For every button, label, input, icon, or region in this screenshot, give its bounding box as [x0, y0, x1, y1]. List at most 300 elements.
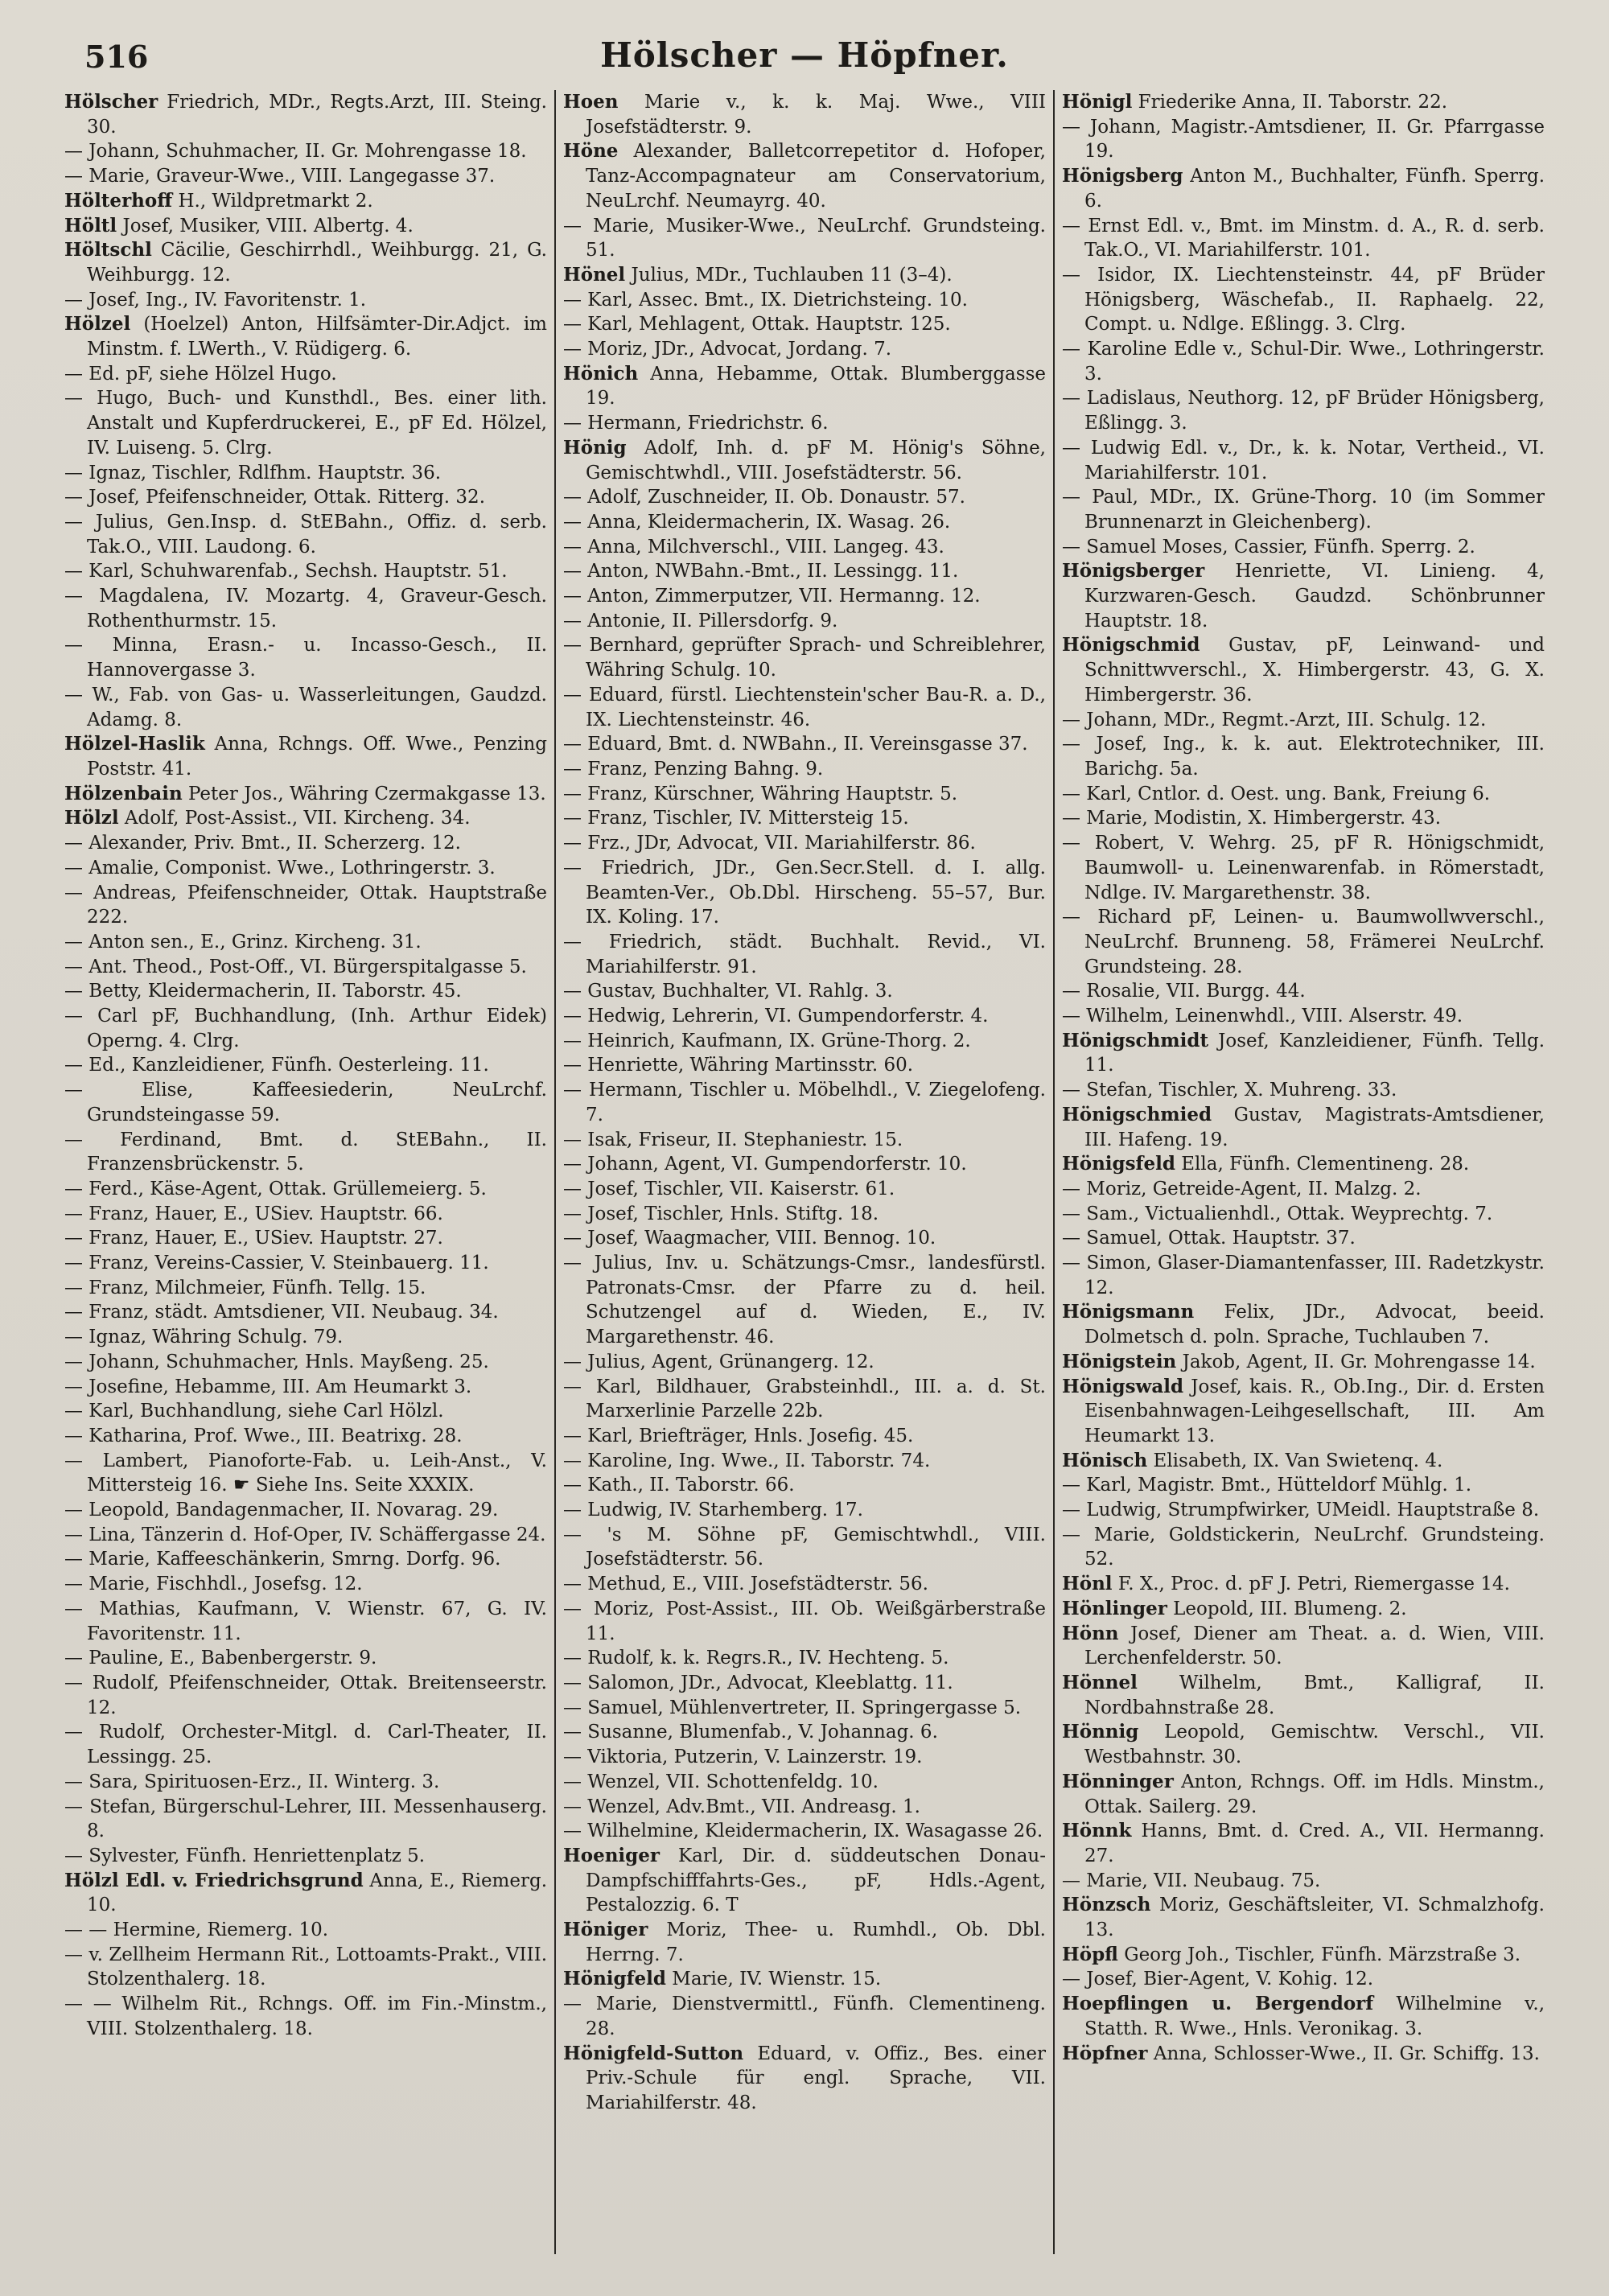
directory-entry	[563, 362, 1046, 411]
entry-text: H., Wildpretmarkt 2.	[172, 190, 373, 212]
directory-entry	[563, 1720, 1046, 1745]
entry-text: — Paul, MDr., IX. Grüne-Thorg. 10 (im Sommer Brunnenarzt in Gleichenberg).	[1062, 487, 1545, 533]
entry-surname: Hönigfeld	[563, 1968, 666, 1990]
directory-entry	[1062, 90, 1545, 115]
entry-surname: Hönigsberger	[1062, 560, 1205, 582]
entry-text: Felix, JDr., Advocat, beeid. Dolmetsch d. poln. Sprache, Tuchlauben 7.	[1084, 1302, 1545, 1348]
entry-text: Josef, Kanzleidiener, Fünfh. Tellg. 11.	[1084, 1030, 1545, 1076]
directory-entry	[1062, 115, 1545, 164]
directory-entry	[64, 1943, 547, 1992]
directory-entry	[1062, 1720, 1545, 1769]
entry-surname: Hölzenbain	[64, 782, 183, 804]
entry-text: — Julius, Agent, Grünangerg. 12.	[563, 1351, 874, 1372]
entry-text: — Samuel, Mühlenvertreter, II. Springergasse 5.	[563, 1697, 1022, 1718]
entry-text: — Ferdinand, Bmt. d. StEBahn., II. Franzensbrückenstr. 5.	[64, 1129, 547, 1175]
directory-entry	[563, 633, 1046, 682]
entry-text: Josef, Diener am Theat. a. d. Wien, VIII. Lerchenfelderstr. 50.	[1084, 1623, 1545, 1669]
directory-entry	[64, 386, 547, 460]
directory-entry	[64, 1498, 547, 1523]
entry-text: Anna, Rchngs. Off. Wwe., Penzing Poststr. 41.	[87, 734, 547, 780]
entry-text: — Marie, Dienstvermittl., Fünfh. Clementineng. 28.	[563, 1994, 1046, 2039]
directory-entry	[1062, 708, 1545, 733]
directory-entry	[64, 1523, 547, 1548]
directory-entry	[64, 831, 547, 856]
entry-text: — Karl, Mehlagent, Ottak. Hauptstr. 125.	[563, 314, 951, 335]
entry-text: — Carl pF, Buchhandlung, (Inh. Arthur Eidek) Operng. 4. Clrg.	[64, 1006, 547, 1051]
entry-text: — Bernhard, geprüfter Sprach- und Schreiblehrer, Währing Schulg. 10.	[563, 635, 1046, 681]
entry-text: Peter Jos., Währing Czermakgasse 13.	[182, 783, 546, 804]
entry-text: — Rosalie, VII. Burgg. 44.	[1062, 981, 1306, 1002]
entry-text: Wilhelm, Bmt., Kalligraf, II. Nordbahnstraße 28.	[1084, 1673, 1545, 1718]
directory-entry	[563, 1918, 1046, 1967]
entry-text: — Franz, Kürschner, Währing Hauptstr. 5.	[563, 783, 958, 804]
entry-text: — Robert, V. Wehrg. 25, pF R. Hönigschmidt, Baumwoll- u. Leinenwarenfab. in Römerstadt, Ndlge. IV. Margarethenstr. 38.	[1062, 833, 1545, 903]
directory-entry	[563, 1424, 1046, 1449]
entry-text: Moriz, Geschäftsleiter, VI. Schmalzhofg. 13.	[1084, 1895, 1545, 1941]
directory-entry	[1062, 806, 1545, 831]
entry-surname: Höne	[563, 140, 619, 163]
directory-entry	[563, 1967, 1046, 1992]
entry-text: — v. Zellheim Hermann Rit., Lottoamts-Prakt., VIII. Stolzenthalerg. 18.	[64, 1944, 547, 1990]
directory-entry	[563, 1597, 1046, 1646]
directory-entry	[1062, 1572, 1545, 1597]
directory-entry	[563, 1177, 1046, 1202]
directory-entry	[563, 1202, 1046, 1227]
directory-entry	[563, 288, 1046, 313]
entry-text: — Wilhelmine, Kleidermacherin, IX. Wasagasse 26.	[563, 1821, 1043, 1842]
entry-surname: Hönigswald	[1062, 1375, 1184, 1397]
entry-surname: Hönnig	[1062, 1721, 1139, 1743]
entry-text: — Isidor, IX. Liechtensteinstr. 44, pF Brüder Hönigsberg, Wäschefab., II. Raphaelg. 22, Compt. u. Ndlge. Eßlingg. 3. Clrg.	[1062, 264, 1545, 335]
directory-entry	[1062, 1473, 1545, 1498]
entry-text: — Marie, VII. Neubaug. 75.	[1062, 1870, 1321, 1891]
entry-text: — Richard pF, Leinen- u. Baumwollwverschl., NeuLrchf. Brunneng. 58, Främerei NeuLrchf. Grundsteing. 28.	[1062, 907, 1545, 977]
directory-entry	[64, 164, 547, 189]
entry-text: — Karl, Buchhandlung, siehe Carl Hölzl.	[64, 1401, 444, 1422]
column-divider	[1053, 90, 1055, 2254]
directory-entry	[64, 312, 547, 361]
entry-text: — Lambert, Pianoforte-Fab. u. Leih-Anst., V. Mittersteig 16. ☛ Siehe Ins. Seite XXXIX.	[64, 1450, 547, 1496]
directory-entry	[1062, 979, 1545, 1004]
directory-entry	[64, 1844, 547, 1869]
entry-text: — Amalie, Componist. Wwe., Lothringerstr. 3.	[64, 857, 496, 878]
entry-text: — Marie, Graveur-Wwe., VIII. Langegasse 37.	[64, 166, 496, 187]
entry-surname: Hölzl	[64, 807, 119, 829]
entry-text: — Heinrich, Kaufmann, IX. Grüne-Thorg. 2.	[563, 1030, 971, 1051]
entry-surname: Hönninger	[1062, 1770, 1174, 1792]
entry-surname: Hönn	[1062, 1622, 1119, 1644]
entry-surname: Hönzsch	[1062, 1894, 1151, 1916]
directory-entry	[64, 214, 547, 239]
entry-text: — Anna, Kleidermacherin, IX. Wasag. 26.	[563, 511, 951, 533]
directory-entry	[1062, 633, 1545, 707]
directory-entry	[1062, 1523, 1545, 1572]
entry-text: — Stefan, Bürgerschul-Lehrer, III. Messenhauserg. 8.	[64, 1796, 547, 1842]
directory-entry	[563, 1671, 1046, 1696]
entry-text: Josef, Musiker, VIII. Albertg. 4.	[117, 215, 414, 237]
directory-entry	[1062, 1597, 1545, 1622]
entry-text: — Antonie, II. Pillersdorfg. 9.	[563, 610, 838, 632]
entry-text: Gustav, pF, Leinwand- und Schnittwverschl., X. Himbergerstr. 43, G. X. Himbergerstr. 36.	[1084, 635, 1545, 706]
directory-entry	[1062, 1350, 1545, 1375]
directory-entry	[563, 90, 1046, 139]
entry-surname: Hoeniger	[563, 1844, 660, 1866]
entry-text: — Ernst Edl. v., Bmt. im Minstm. d. A., R. d. serb. Tak.O., VI. Mariahilferstr. 101.	[1062, 215, 1545, 261]
directory-column-1	[64, 90, 547, 2262]
directory-entry	[1062, 782, 1545, 807]
entry-surname: Hönel	[563, 263, 626, 286]
directory-entry	[64, 732, 547, 781]
directory-entry	[1062, 214, 1545, 263]
entry-text: — Elise, Kaffeesiederin, NeuLrchf. Grundsteingasse 59.	[64, 1080, 547, 1125]
entry-surname: Hönigl	[1062, 91, 1133, 113]
directory-entry	[1062, 1622, 1545, 1671]
directory-entry	[563, 979, 1046, 1004]
entry-text: — Josef, Pfeifenschneider, Ottak. Ritterg. 32.	[64, 487, 486, 508]
directory-entry	[563, 1375, 1046, 1424]
directory-entry	[563, 782, 1046, 807]
entry-text: — Anna, Milchverschl., VIII. Langeg. 43.	[563, 536, 944, 558]
directory-entry	[563, 1572, 1046, 1597]
directory-entry	[563, 1029, 1046, 1054]
entry-text: — Marie, Modistin, X. Himbergerstr. 43.	[1062, 808, 1442, 829]
directory-entry	[563, 1498, 1046, 1523]
directory-entry	[64, 1646, 547, 1671]
entry-surname: Hönich	[563, 362, 639, 385]
entry-text: — Johann, Agent, VI. Gumpendorferstr. 10.	[563, 1154, 967, 1175]
directory-entry	[1062, 485, 1545, 534]
entry-text: — Friedrich, JDr., Gen.Secr.Stell. d. I. allg. Beamten-Ver., Ob.Dbl. Hirscheng. 55–57, Bur. IX. Koling. 17.	[563, 857, 1046, 928]
entry-text: — Methud, E., VIII. Josefstädterstr. 56.	[563, 1574, 928, 1595]
directory-entry	[563, 930, 1046, 979]
entry-text: — Ed., Kanzleidiener, Fünfh. Oesterleing. 11.	[64, 1055, 489, 1076]
entry-text: Friedrich, MDr., Regts.Arzt, III. Steing. 30.	[87, 92, 547, 138]
directory-entry	[1062, 1671, 1545, 1720]
directory-entry	[563, 312, 1046, 337]
entry-text: — Franz, städt. Amtsdiener, VII. Neubaug. 34.	[64, 1302, 499, 1323]
entry-text: — Anton, NWBahn.-Bmt., II. Lessingg. 11.	[563, 561, 959, 582]
entry-text: Karl, Dir. d. süddeutschen Donau-Dampfschifffahrts-Ges., pF, Hdls.-Agent, Pestalozzig. 6. T	[586, 1845, 1046, 1916]
directory-entry	[64, 1325, 547, 1350]
directory-entry	[64, 1720, 547, 1769]
entry-text: — Franz, Penzing Bahng. 9.	[563, 758, 824, 780]
directory-entry	[64, 362, 547, 387]
entry-text: Moriz, Thee- u. Rumhdl., Ob. Dbl. Herrng. 7.	[586, 1920, 1046, 1965]
entry-text: — Kath., II. Taborstr. 66.	[563, 1475, 795, 1496]
directory-entry	[563, 584, 1046, 609]
directory-entry	[64, 288, 547, 313]
page-number: 516	[84, 39, 149, 75]
entry-text: — Sara, Spirituosen-Erz., II. Winterg. 3.	[64, 1771, 440, 1792]
entry-surname: Hönnk	[1062, 1820, 1132, 1842]
directory-entry	[563, 535, 1046, 560]
directory-entry	[64, 559, 547, 584]
entry-text: — Adolf, Zuschneider, II. Ob. Donaustr. 57.	[563, 487, 965, 508]
directory-entry	[1062, 263, 1545, 337]
entry-text: — Hermann, Friedrichstr. 6.	[563, 413, 829, 434]
entry-text: — Moriz, JDr., Advocat, Jordang. 7.	[563, 339, 892, 360]
directory-entry	[563, 1795, 1046, 1820]
directory-entry	[563, 1819, 1046, 1844]
entry-text: — Isak, Friseur, II. Stephaniestr. 15.	[563, 1129, 903, 1150]
entry-text: Marie, IV. Wienstr. 15.	[665, 1969, 882, 1990]
directory-entry	[64, 633, 547, 682]
entry-text: — Josef, Tischler, VII. Kaiserstr. 61.	[563, 1178, 895, 1199]
directory-entry	[563, 856, 1046, 930]
directory-entry	[64, 930, 547, 955]
directory-entry	[1062, 1992, 1545, 2041]
entry-text: — Hugo, Buch- und Kunsthdl., Bes. einer lith. Anstalt und Kupferdruckerei, E., pF Ed. Hölzel, IV. Luiseng. 5. Clrg.	[64, 388, 547, 459]
directory-entry	[1062, 1375, 1545, 1449]
entry-text: Ella, Fünfh. Clementineng. 28.	[1175, 1154, 1470, 1175]
directory-entry	[64, 979, 547, 1004]
directory-entry	[64, 1128, 547, 1177]
directory-column-2	[563, 90, 1046, 2262]
entry-text: — Sylvester, Fünfh. Henriettenplatz 5.	[64, 1845, 426, 1866]
entry-text: — Ludwig, IV. Starhemberg. 17.	[563, 1500, 863, 1521]
entry-text: — Salomon, JDr., Advocat, Kleeblattg. 11.	[563, 1673, 953, 1693]
entry-text: — Ferd., Käse-Agent, Ottak. Grüllemeierg. 5.	[64, 1178, 487, 1199]
directory-entry	[64, 1300, 547, 1325]
entry-surname: Hönigfeld-Sutton	[563, 2042, 744, 2064]
directory-entry	[64, 584, 547, 633]
entry-surname: Hoepflingen u. Bergendorf	[1062, 1993, 1374, 2015]
directory-entry	[1062, 386, 1545, 435]
entry-text: — Franz, Hauer, E., USiev. Hauptstr. 27.	[64, 1228, 443, 1249]
directory-entry	[1062, 905, 1545, 979]
directory-entry	[1062, 559, 1545, 633]
entry-text: Friederike Anna, II. Taborstr. 22.	[1132, 92, 1448, 113]
entry-text: — Josefine, Hebamme, III. Am Heumarkt 3.	[64, 1376, 472, 1397]
directory-entry	[1062, 1202, 1545, 1227]
entry-text: — Simon, Glaser-Diamantenfasser, III. Radetzkystr. 12.	[1062, 1253, 1545, 1298]
directory-entry	[1062, 1498, 1545, 1523]
entry-text: — Magdalena, IV. Mozartg. 4, Graveur-Gesch. Rothenthurmstr. 15.	[64, 586, 547, 632]
directory-entry	[563, 1770, 1046, 1795]
entry-surname: Hönig	[563, 436, 627, 459]
entry-surname: Hönigsmann	[1062, 1301, 1195, 1323]
directory-entry	[563, 609, 1046, 634]
directory-entry	[64, 1449, 547, 1498]
directory-entry	[563, 1078, 1046, 1127]
running-head: Hölscher — Höpfner.	[600, 35, 1009, 75]
entry-text: — Rudolf, k. k. Regrs.R., IV. Hechteng. 5.	[563, 1648, 949, 1669]
directory-entry	[563, 411, 1046, 436]
directory-entry	[563, 806, 1046, 831]
entry-text: — Sam., Victualienhdl., Ottak. Weyprechtg. 7.	[1062, 1203, 1493, 1224]
entry-text: Adolf, Inh. d. pF M. Hönig's Söhne, Gemischtwhdl., VIII. Josefstädterstr. 56.	[586, 437, 1046, 483]
entry-text: — Franz, Tischler, IV. Mittersteig 15.	[563, 808, 909, 829]
entry-text: Leopold, III. Blumeng. 2.	[1167, 1598, 1407, 1619]
directory-entry	[563, 1226, 1046, 1251]
directory-entry	[563, 1004, 1046, 1029]
entry-text: — Anton, Zimmerputzer, VII. Hermanng. 12.	[563, 586, 981, 607]
entry-text: — Johann, Schuhmacher, II. Gr. Mohrengasse 18.	[64, 141, 527, 163]
entry-text: — Wenzel, VII. Schottenfeldg. 10.	[563, 1771, 879, 1792]
directory-entry	[1062, 1251, 1545, 1300]
directory-entry	[64, 1202, 547, 1227]
entry-text: — Marie, Fischhdl., Josefsg. 12.	[64, 1574, 363, 1595]
entry-text: — Alexander, Priv. Bmt., II. Scherzerg. 12.	[64, 833, 461, 854]
directory-entry	[64, 1276, 547, 1301]
entry-text: — — Hermine, Riemerg. 10.	[64, 1920, 329, 1941]
directory-entry	[1062, 1943, 1545, 1968]
entry-text: — Samuel Moses, Cassier, Fünfh. Sperrg. 2.	[1062, 536, 1475, 558]
entry-text: — Rudolf, Pfeifenschneider, Ottak. Breitenseerstr. 12.	[64, 1673, 547, 1718]
directory-entry	[1062, 1893, 1545, 1942]
entry-text: Anna, Hebamme, Ottak. Blumberggasse 19.	[586, 363, 1046, 409]
entry-text: — Eduard, fürstl. Liechtenstein'scher Bau-R. a. D., IX. Liechtensteinstr. 46.	[563, 684, 1046, 730]
directory-entry	[1062, 1770, 1545, 1819]
directory-entry	[1062, 1300, 1545, 1349]
entry-text: — Ignaz, Tischler, Rdlfhm. Hauptstr. 36.	[64, 462, 442, 483]
directory-entry	[563, 1646, 1046, 1671]
entry-surname: Höpfl	[1062, 1943, 1118, 1965]
entry-surname: Hönigschmid	[1062, 634, 1200, 656]
directory-entry	[64, 139, 547, 164]
directory-entry	[563, 1350, 1046, 1375]
directory-entry	[563, 1745, 1046, 1770]
entry-text: — Rudolf, Orchester-Mitgl. d. Carl-Theater, II. Lessingg. 25.	[64, 1722, 547, 1768]
entry-text: — Moriz, Post-Assist., III. Ob. Weißgärberstraße 11.	[563, 1598, 1046, 1644]
directory-entry	[64, 782, 547, 807]
entry-text: Jakob, Agent, II. Gr. Mohrengasse 14.	[1176, 1351, 1536, 1372]
entry-text: — Johann, Schuhmacher, Hnls. Mayßeng. 25.	[64, 1351, 489, 1372]
entry-text: Anna, Schlosser-Wwe., II. Gr. Schiffg. 13.	[1147, 2043, 1540, 2064]
entry-text: — 's M. Söhne pF, Gemischtwhdl., VIII. Josefstädterstr. 56.	[563, 1524, 1046, 1570]
directory-entry	[1062, 1869, 1545, 1894]
directory-entry	[563, 1152, 1046, 1177]
directory-entry	[563, 1844, 1046, 1918]
entry-text: — Julius, Gen.Insp. d. StEBahn., Offiz. d. serb. Tak.O., VIII. Laudong. 6.	[64, 511, 547, 558]
directory-entry	[563, 1473, 1046, 1498]
entry-text: Georg Joh., Tischler, Fünfh. Märzstraße 3.	[1117, 1944, 1521, 1965]
entry-surname: Höniger	[563, 1919, 648, 1941]
entry-text: Hanns, Bmt. d. Cred. A., VII. Hermanng. 27.	[1084, 1821, 1545, 1866]
entry-surname: Hönigschmidt	[1062, 1029, 1209, 1051]
directory-entry	[563, 1523, 1046, 1572]
entry-text: Julius, MDr., Tuchlauben 11 (3–4).	[625, 264, 953, 286]
entry-surname: Hölzel	[64, 313, 131, 335]
entry-surname: Hönisch	[1062, 1449, 1148, 1471]
entry-surname: Höpfner	[1062, 2042, 1148, 2064]
entry-text: — Marie, Goldstickerin, NeuLrchf. Grundsteing. 52.	[1062, 1524, 1545, 1570]
column-divider	[554, 90, 556, 2254]
directory-entry	[64, 1597, 547, 1646]
entry-text: — Karl, Magistr. Bmt., Hütteldorf Mühlg. 1.	[1062, 1475, 1472, 1496]
entry-surname: Hölterhoff	[64, 189, 173, 212]
entry-text: Alexander, Balletcorrepetitor d. Hofoper, Tanz-Accompagnateur am Conservatorium, NeuLrchf. Neumayrg. 40.	[586, 141, 1046, 212]
directory-entry	[1062, 1967, 1545, 1992]
entry-surname: Hönl	[1062, 1573, 1113, 1595]
directory-entry	[64, 189, 547, 214]
entry-text: Cäcilie, Geschirrhdl., Weihburgg. 21, G. Weihburgg. 12.	[87, 240, 547, 286]
entry-text: — Lina, Tänzerin d. Hof-Oper, IV. Schäffergasse 24.	[64, 1524, 546, 1545]
entry-text: — Susanne, Blumenfab., V. Johannag. 6.	[563, 1722, 938, 1743]
directory-entry	[64, 1918, 547, 1943]
entry-text: — Karoline, Ing. Wwe., II. Taborstr. 74.	[563, 1450, 931, 1471]
directory-entry	[1062, 1449, 1545, 1474]
directory-entry	[563, 1449, 1046, 1474]
directory-entry	[1062, 436, 1545, 485]
directory-entry	[64, 1053, 547, 1078]
entry-text: — Frz., JDr, Advocat, VII. Mariahilferstr. 86.	[563, 833, 976, 854]
entry-surname: Höltl	[64, 214, 117, 237]
entry-text: — Karoline Edle v., Schul-Dir. Wwe., Lothringerstr. 3.	[1062, 339, 1545, 385]
directory-entry	[563, 214, 1046, 263]
entry-text: — Andreas, Pfeifenschneider, Ottak. Hauptstraße 222.	[64, 882, 547, 928]
directory-entry	[563, 831, 1046, 856]
entry-text: — Julius, Inv. u. Schätzungs-Cmsr., landesfürstl. Patronats-Cmsr. der Pfarre zu d. heil. Schutzengel auf d. Wieden, E., IV. Margarethenstr. 46.	[563, 1253, 1046, 1348]
entry-text: Anna, E., Riemerg. 10.	[87, 1870, 547, 1916]
entry-text: — Eduard, Bmt. d. NWBahn., II. Vereinsgasse 37.	[563, 734, 1028, 755]
directory-entry	[563, 1992, 1046, 2041]
entry-surname: Hölscher	[64, 91, 158, 113]
directory-entry	[1062, 164, 1545, 213]
directory-entry	[64, 1869, 547, 1918]
entry-text: — Ant. Theod., Post-Off., VI. Bürgerspitalgasse 5.	[64, 956, 527, 977]
directory-entry	[64, 1795, 547, 1844]
entry-text: F. X., Proc. d. pF J. Petri, Riemergasse 14.	[1112, 1574, 1510, 1595]
directory-entry	[64, 683, 547, 732]
directory-entry	[563, 1251, 1046, 1350]
entry-text: — Franz, Milchmeier, Fünfh. Tellg. 15.	[64, 1277, 426, 1298]
entry-text: — W., Fab. von Gas- u. Wasserleitungen, Gaudzd. Adamg. 8.	[64, 684, 547, 730]
directory-entry	[64, 881, 547, 930]
directory-entry	[563, 683, 1046, 732]
entry-text: — Karl, Schuhwarenfab., Sechsh. Hauptstr. 51.	[64, 561, 508, 582]
directory-entry	[1062, 1029, 1545, 1078]
entry-surname: Hönigsberg	[1062, 165, 1183, 187]
directory-entry	[563, 1128, 1046, 1153]
directory-entry	[64, 1177, 547, 1202]
entry-text: — Josef, Waagmacher, VIII. Bennog. 10.	[563, 1228, 936, 1249]
directory-entry	[563, 485, 1046, 510]
entry-text: Anton M., Buchhalter, Fünfh. Sperrg. 6.	[1084, 166, 1545, 212]
directory-entry	[64, 1226, 547, 1251]
entry-text: Leopold, Gemischtw. Verschl., VII. Westbahnstr. 30.	[1084, 1722, 1545, 1768]
entry-text: — Mathias, Kaufmann, V. Wienstr. 67, G. IV. Favoritenstr. 11.	[64, 1598, 547, 1644]
directory-entry	[563, 757, 1046, 782]
directory-entry	[64, 1424, 547, 1449]
directory-entry	[1062, 732, 1545, 781]
directory-entry	[64, 1350, 547, 1375]
entry-text: — Betty, Kleidermacherin, II. Taborstr. 45.	[64, 981, 462, 1002]
entry-text: — Wilhelm, Leinenwhdl., VIII. Alserstr. 49.	[1062, 1006, 1463, 1027]
entry-text: — Stefan, Tischler, X. Muhreng. 33.	[1062, 1080, 1397, 1101]
directory-entry	[563, 139, 1046, 213]
directory-entry	[1062, 1078, 1545, 1103]
entry-text: — Friedrich, städt. Buchhalt. Revid., VI. Mariahilferstr. 91.	[563, 931, 1046, 977]
directory-entry	[64, 1992, 547, 2041]
entry-surname: Hönigschmied	[1062, 1103, 1212, 1125]
directory-entry	[64, 955, 547, 980]
directory-entry	[64, 1078, 547, 1127]
entry-text: — Marie, Musiker-Wwe., NeuLrchf. Grundsteing. 51.	[563, 215, 1046, 261]
directory-entry	[64, 1770, 547, 1795]
directory-entry	[64, 1251, 547, 1276]
directory-entry	[563, 436, 1046, 485]
entry-surname: Hölzel-Haslik	[64, 733, 205, 755]
entry-text: — Ludwig, Strumpfwirker, UMeidl. Hauptstraße 8.	[1062, 1500, 1540, 1521]
entry-text: — Ed. pF, siehe Hölzel Hugo.	[64, 363, 337, 385]
directory-entry	[563, 2042, 1046, 2116]
entry-text: — Ignaz, Währing Schulg. 79.	[64, 1327, 344, 1348]
entry-text: — Wenzel, Adv.Bmt., VII. Andreasg. 1.	[563, 1796, 920, 1817]
entry-text: — Johann, Magistr.-Amtsdiener, II. Gr. Pfarrgasse 19.	[1062, 116, 1545, 163]
directory-entry	[1062, 337, 1545, 386]
entry-surname: Hölzl Edl. v. Friedrichsgrund	[64, 1869, 364, 1891]
